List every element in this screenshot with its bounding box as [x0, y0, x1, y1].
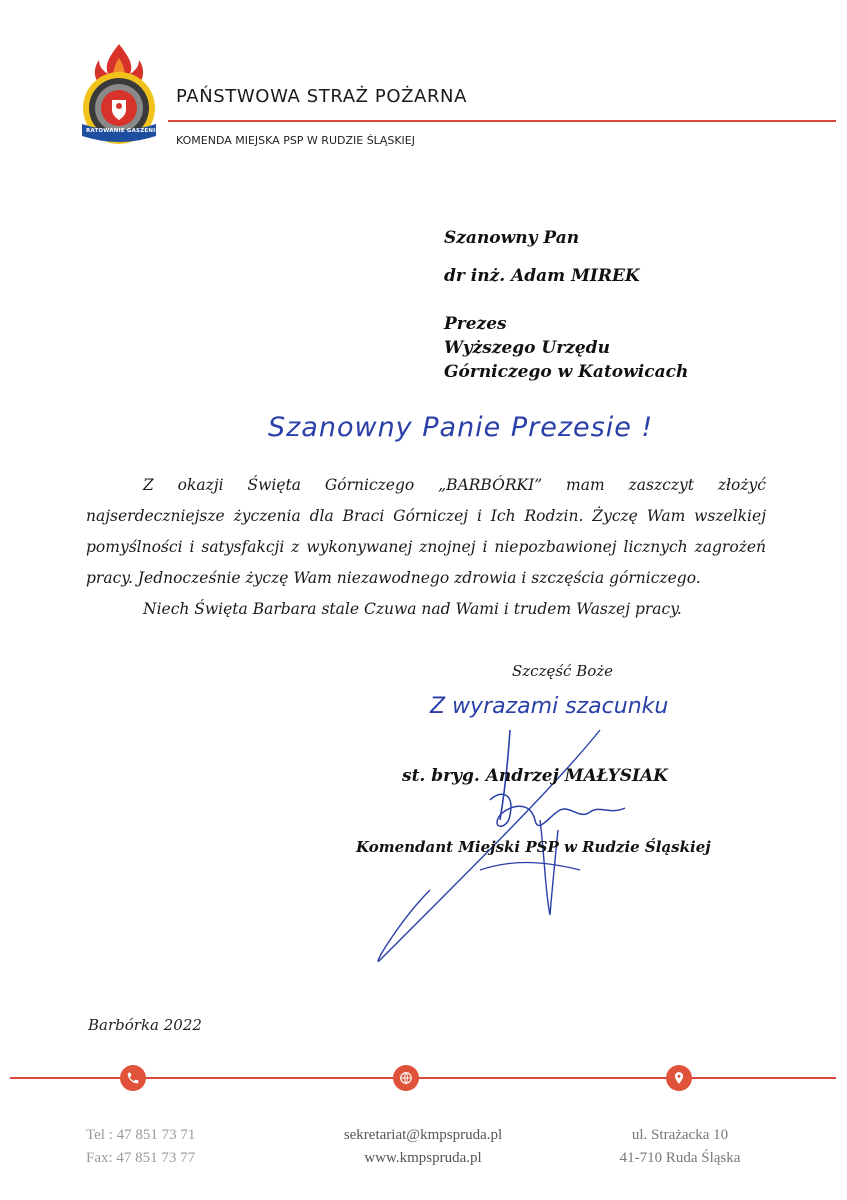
organization-name: PAŃSTWOWA STRAŻ POŻARNA	[176, 86, 468, 107]
closing-phrase: Szczęść Boże	[512, 662, 614, 680]
handwritten-closing: Z wyrazami szacunku	[430, 694, 669, 719]
letter-date: Barbórka 2022	[88, 1016, 202, 1034]
handwritten-greeting: Szanowny Panie Prezesie !	[268, 412, 654, 443]
addressee-position: Prezes	[444, 314, 507, 334]
globe-icon	[393, 1065, 419, 1091]
psp-logo	[74, 40, 164, 152]
letter-body	[86, 470, 766, 625]
footer-street: ul. Strażacka 10	[631, 1127, 729, 1143]
body-paragraph-2: Niech Święta Barbara stale Czuwa nad Wami i trudem Waszej pracy.	[143, 600, 682, 618]
addressee-office-line2: Górniczego w Katowicach	[444, 362, 689, 382]
footer-website-link[interactable]: www.kmpspruda.pl	[364, 1150, 482, 1166]
footer-tel: Tel : 47 851 73 71	[86, 1127, 196, 1143]
addressee-name: dr inż. Adam MIREK	[444, 266, 640, 286]
footer-address	[600, 1124, 760, 1170]
organization-subtitle: KOMENDA MIEJSKA PSP W RUDZIE ŚLĄSKIEJ	[176, 134, 415, 147]
logo-banner-text: RATOWANIE GASZENIE	[86, 128, 160, 134]
footer-contact-phone	[86, 1124, 195, 1170]
signatory-title: Komendant Miejski PSP w Rudzie Śląskiej	[356, 838, 711, 856]
footer-fax: Fax: 47 851 73 77	[86, 1150, 196, 1166]
addressee-office-line1: Wyższego Urzędu	[444, 338, 610, 358]
body-paragraph-1: Z okazji Święta Górniczego „BARBÓRKI” mam zaszczyt złożyć najserdeczniejsze życzenia dla Braci Górniczej i Ich Rodzin. Życzę Wam wszelkiej pomyślności i satysfakcji z wykonywanej znojnej i niepozbawionej licznych zagrożeń pracy. Jednocześnie życzę Wam niezawodnego zdrowia i szczęścia górniczego.	[86, 476, 766, 587]
addressee-salutation: Szanowny Pan	[444, 228, 580, 248]
location-pin-icon	[666, 1065, 692, 1091]
phone-icon	[120, 1065, 146, 1091]
footer-city: 41-710 Ruda Śląska	[619, 1150, 741, 1166]
footer-email-link[interactable]: sekretariat@kmpspruda.pl	[343, 1127, 503, 1143]
footer-contact-web	[318, 1124, 528, 1170]
header-divider	[168, 120, 836, 122]
signatory-name: st. bryg. Andrzej MAŁYSIAK	[402, 766, 668, 786]
